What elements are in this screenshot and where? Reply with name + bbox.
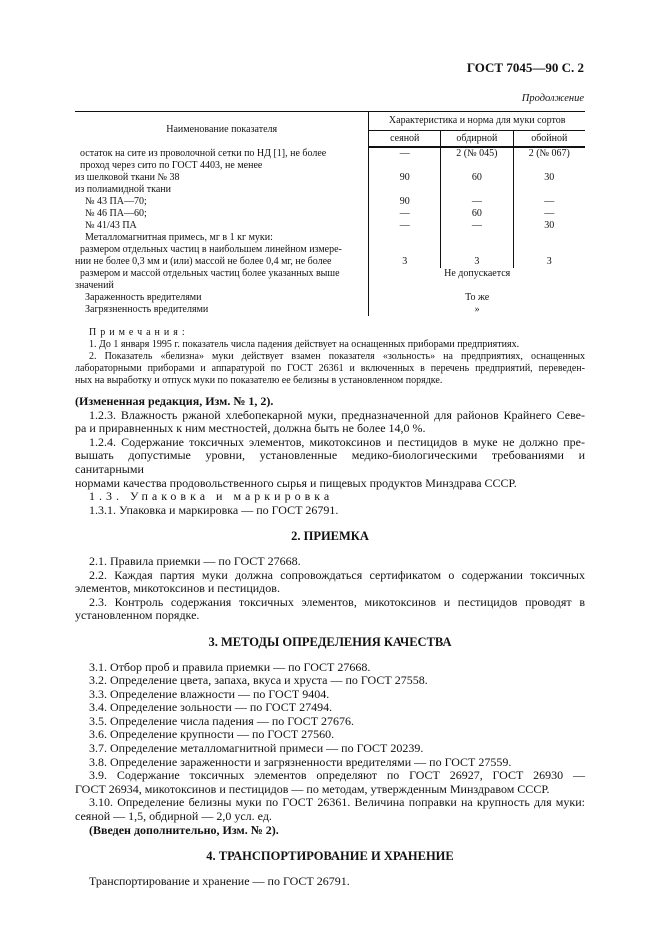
paragraph-3-4: 3.4. Определение зольности — по ГОСТ 27494. bbox=[89, 700, 333, 715]
paragraph-line: вышать допустимые уровни, установленные медико-биологическими требованиями и санитарными bbox=[75, 448, 585, 476]
row-value-oboynoy bbox=[513, 244, 585, 256]
row-name: значений bbox=[75, 280, 369, 292]
paragraph-3-1: 3.1. Отбор проб и правила приемки — по ГОСТ 27668. bbox=[89, 659, 371, 674]
table-row bbox=[75, 232, 585, 244]
paragraph-3-10 bbox=[75, 796, 585, 823]
table-row bbox=[75, 172, 585, 184]
row-name: Металломагнитная примесь, мг в 1 кг муки: bbox=[75, 232, 369, 244]
paragraph-line: ра и приравненных к ним местностей, должна быть не более 14,0 %. bbox=[75, 421, 426, 436]
row-value-all: То же bbox=[465, 292, 490, 303]
table-row bbox=[75, 147, 585, 160]
row-value-seyanoy bbox=[369, 232, 441, 244]
table-row bbox=[75, 208, 585, 220]
paragraph-3-3: 3.3. Определение влажности — по ГОСТ 9404. bbox=[89, 686, 330, 701]
table-row bbox=[75, 220, 585, 232]
table-row bbox=[75, 292, 585, 304]
paragraph-1-2-4 bbox=[75, 436, 585, 490]
column-header-group: Характеристика и норма для муки сортов bbox=[369, 112, 585, 131]
row-value-oboynoy: — bbox=[544, 208, 555, 219]
amendment-note: (Введен дополнительно, Изм. № 2). bbox=[89, 822, 279, 837]
paragraph-line: 3.10. Определение белизны муки по ГОСТ 26361. Величина поправки на крупность для муки: bbox=[89, 795, 585, 810]
table-row bbox=[75, 280, 585, 292]
row-name: № 43 ПА—70; bbox=[75, 196, 369, 208]
paragraph-2-3 bbox=[75, 596, 585, 623]
row-name: остаток на сите из проволочной сетки по НД [1], не более bbox=[75, 147, 369, 160]
notes-title: Примечания: bbox=[89, 327, 189, 338]
column-header-seyanoy: сеяной bbox=[369, 131, 441, 148]
paragraph-line: установленном порядке. bbox=[75, 608, 200, 623]
row-name: размером отдельных частиц в наибольшем линейном измере- bbox=[75, 244, 369, 256]
row-value-oboynoy bbox=[513, 232, 585, 244]
row-value-seyanoy: — bbox=[369, 208, 441, 220]
row-name: нии не более 0,3 мм и (или) массой не более 0,4 мг, не более bbox=[75, 256, 369, 268]
paragraph-3-5: 3.5. Определение числа падения — по ГОСТ 27676. bbox=[89, 713, 355, 728]
row-value-obdirnoy: 60 bbox=[441, 208, 513, 220]
paragraph-3-7: 3.7. Определение металломагнитной примеси — по ГОСТ 20239. bbox=[89, 741, 424, 756]
section-heading-4: 4. ТРАНСПОРТИРОВАНИЕ И ХРАНЕНИЕ bbox=[206, 849, 454, 864]
table-row bbox=[75, 304, 585, 316]
paragraph-2-2 bbox=[75, 569, 585, 596]
column-header-obdirnoy: обдирной bbox=[441, 131, 513, 148]
row-name: из шелковой ткани № 38 bbox=[75, 172, 369, 184]
row-value-oboynoy bbox=[513, 160, 585, 172]
row-value-oboynoy bbox=[513, 184, 585, 196]
amendment-note: (Измененная редакция, Изм. № 1, 2). bbox=[75, 394, 274, 408]
row-value-seyanoy: 90 bbox=[369, 172, 441, 184]
notes bbox=[75, 327, 585, 387]
note-2 bbox=[75, 351, 585, 387]
row-name: из полиамидной ткани bbox=[75, 184, 369, 196]
table-row bbox=[75, 160, 585, 172]
continuation-label: Продолжение bbox=[521, 93, 584, 104]
table-row bbox=[75, 268, 585, 280]
row-value-all: » bbox=[474, 304, 480, 315]
paragraph-3-6: 3.6. Определение крупности — по ГОСТ 27560. bbox=[89, 727, 335, 742]
paragraph-line: 3.9. Содержание токсичных элементов определяют по ГОСТ 26927, ГОСТ 26930 — bbox=[89, 768, 585, 783]
paragraph-line: 1.2.3. Влажность ржаной хлебопекарной муки, предназначенной для районов Крайнего Севе- bbox=[89, 407, 585, 422]
paragraph-1-2-3 bbox=[75, 409, 585, 436]
quality-table bbox=[75, 111, 585, 316]
paragraph-3-2: 3.2. Определение цвета, запаха, вкуса и хруста — по ГОСТ 27558. bbox=[89, 673, 428, 688]
row-value-obdirnoy bbox=[441, 244, 513, 256]
paragraph-1-3-1: 1.3.1. Упаковка и маркировка — по ГОСТ 26791. bbox=[89, 502, 339, 517]
row-value-seyanoy bbox=[369, 244, 441, 256]
row-value-all: Не допускается bbox=[444, 268, 511, 279]
table-row bbox=[75, 244, 585, 256]
row-value-seyanoy: 3 bbox=[369, 256, 441, 268]
row-value-seyanoy: — bbox=[369, 220, 441, 232]
column-header-name: Наименование показателя bbox=[75, 112, 369, 148]
paragraph-4: Транспортирование и хранение — по ГОСТ 26791. bbox=[89, 873, 350, 888]
row-value-oboynoy: 30 bbox=[544, 172, 555, 183]
row-value-obdirnoy: — bbox=[441, 220, 513, 232]
row-value-seyanoy: — bbox=[369, 147, 441, 160]
row-value-obdirnoy: 60 bbox=[441, 172, 513, 184]
paragraph-line: элементов, микотоксинов и пестицидов. bbox=[75, 581, 280, 596]
row-value-obdirnoy: 3 bbox=[441, 256, 513, 268]
row-name: проход через сито по ГОСТ 4403, не менее bbox=[75, 160, 369, 172]
paragraph-line: 2. Показатель «белизна» муки действует взамен показателя «зольность» на предприятиях, оснащенных bbox=[89, 351, 585, 362]
document-body bbox=[75, 327, 585, 888]
table-row bbox=[75, 256, 585, 268]
row-name: Зараженность вредителями bbox=[75, 292, 369, 304]
row-name: № 46 ПА—60; bbox=[75, 208, 369, 220]
paragraph-1-3: 1.3. Упаковка и маркировка bbox=[89, 489, 334, 504]
column-header-oboynoy: обойной bbox=[513, 131, 585, 148]
row-value-oboynoy: 2 (№ 067) bbox=[528, 148, 570, 159]
row-value-seyanoy bbox=[369, 184, 441, 196]
section-heading-3: 3. МЕТОДЫ ОПРЕДЕЛЕНИЯ КАЧЕСТВА bbox=[208, 634, 452, 649]
row-value-seyanoy bbox=[369, 160, 441, 172]
paragraph-line: 2.3. Контроль содержания токсичных элементов, микотоксинов и пестицидов проводят в bbox=[89, 594, 585, 609]
table-row bbox=[75, 196, 585, 208]
paragraph-line: 2.2. Каждая партия муки должна сопровождаться сертификатом о содержании токсичных bbox=[89, 567, 585, 582]
paragraph-3-8: 3.8. Определение зараженности и загрязненности вредителями — по ГОСТ 27559. bbox=[89, 754, 512, 769]
paragraph-line: ных на выработку и отпуск муки по показателю ее белизны в установленном порядке. bbox=[75, 375, 443, 386]
row-value-obdirnoy bbox=[441, 184, 513, 196]
row-value-oboynoy: 30 bbox=[544, 220, 555, 231]
row-value-obdirnoy: 2 (№ 045) bbox=[441, 147, 513, 160]
paragraph-3-9 bbox=[75, 769, 585, 796]
document-header: ГОСТ 7045—90 С. 2 bbox=[466, 60, 584, 75]
note-1: 1. До 1 января 1995 г. показатель числа падения действует на оснащенных приборами предприятиях. bbox=[89, 339, 520, 350]
row-name: размером и массой отдельных частиц более указанных выше bbox=[75, 268, 369, 280]
row-name: № 41/43 ПА bbox=[75, 220, 369, 232]
table-row bbox=[75, 184, 585, 196]
row-value-all bbox=[369, 280, 585, 292]
row-value-obdirnoy bbox=[441, 232, 513, 244]
row-value-obdirnoy: — bbox=[441, 196, 513, 208]
section-heading-2: 2. ПРИЕМКА bbox=[291, 529, 369, 544]
row-value-oboynoy: 3 bbox=[546, 256, 552, 267]
paragraph-line: ГОСТ 26934, микотоксинов и пестицидов — по методам, утвержденным Минздравом СССР. bbox=[75, 781, 550, 796]
row-value-obdirnoy bbox=[441, 160, 513, 172]
row-value-oboynoy: — bbox=[544, 196, 555, 207]
paragraph-2-1: 2.1. Правила приемки — по ГОСТ 27668. bbox=[89, 553, 301, 568]
row-name: Загрязненность вредителями bbox=[75, 304, 369, 316]
paragraph-line: сеяной — 1,5, обдирной — 2,0 усл. ед. bbox=[75, 809, 272, 824]
row-value-seyanoy: 90 bbox=[369, 196, 441, 208]
paragraph-line: нормами качества продовольственного сырья и пищевых продуктов Минздрава СССР. bbox=[75, 475, 517, 490]
paragraph-line: 1.2.4. Содержание токсичных элементов, микотоксинов и пестицидов в муке не должно пре- bbox=[89, 434, 585, 449]
paragraph-line: лабораторными приборами и аппаратурой по ГОСТ 26361 и включенных в перечень предприятий, переведен- bbox=[75, 363, 585, 374]
